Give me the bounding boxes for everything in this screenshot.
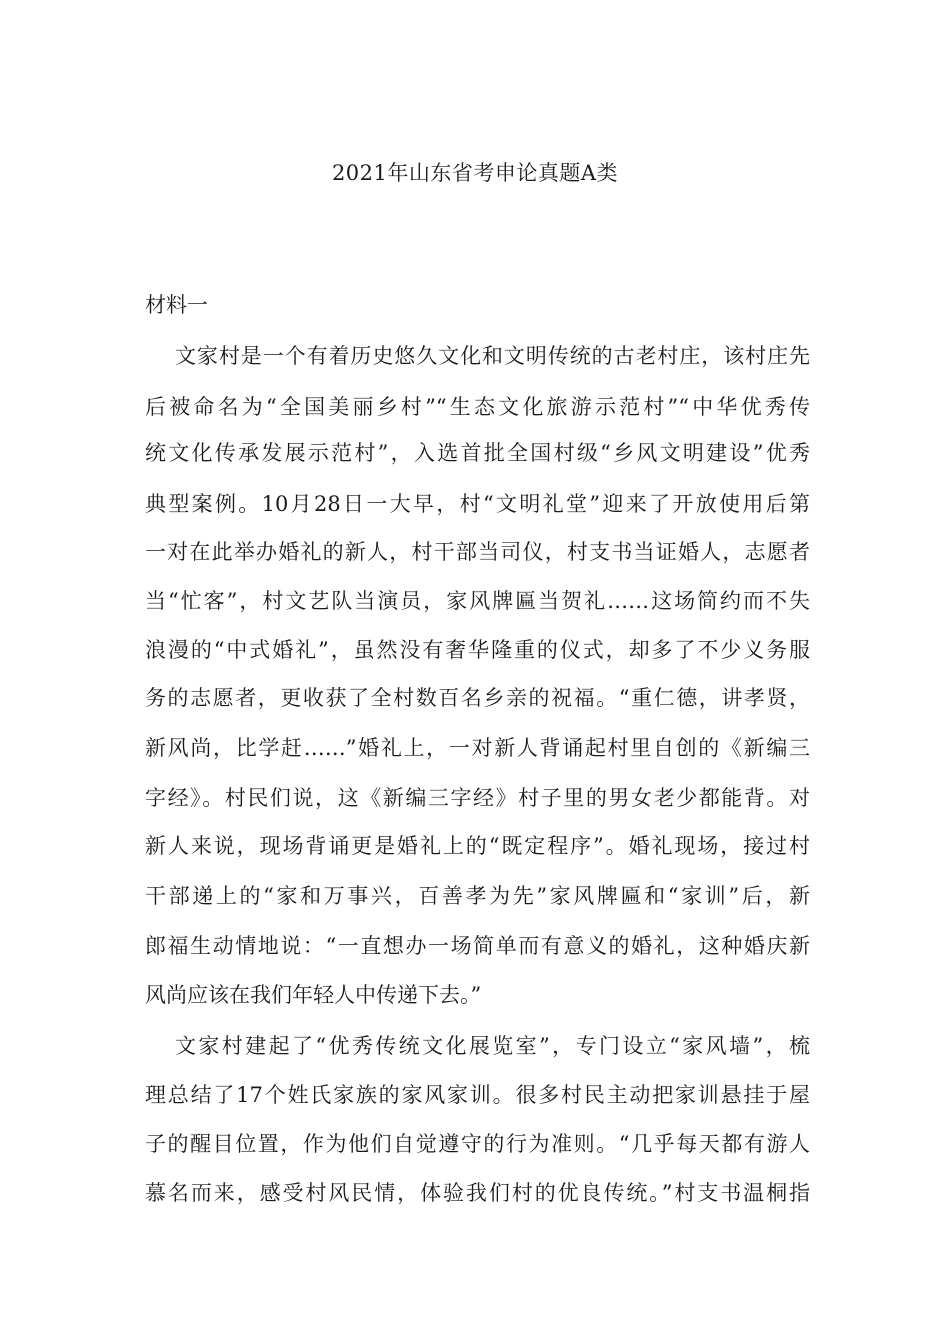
paragraph-line: 文家村建起了“优秀传统文化展览室”，专门设立“家风墙”，梳 [175,1034,810,1058]
paragraph-line: 郎福生动情地说：“一直想办一场简单而有意义的婚礼，这种婚庆新 [145,934,810,958]
paragraph-line: 干部递上的“家和万事兴，百善孝为先”家风牌匾和“家训”后，新 [145,884,810,908]
paragraph-line: 子的醒目位置，作为他们自觉遵守的行为准则。“几乎每天都有游人 [145,1132,810,1156]
paragraph-line: 慕名而来，感受村风民情，体验我们村的优良传统。”村支书温桐指 [145,1181,810,1205]
paragraph-line: 新风尚，比学赶……”婚礼上，一对新人背诵起村里自创的《新编三 [145,736,810,760]
paragraph-line: 浪漫的“中式婚礼”，虽然没有奢华隆重的仪式，却多了不少义务服 [145,638,810,662]
paragraph-line: 一对在此举办婚礼的新人，村干部当司仪，村支书当证婚人，志愿者 [145,540,810,564]
paragraph-line: 典型案例。10月28日一大早，村“文明礼堂”迎来了开放使用后第 [145,492,810,516]
paragraph-line: 文家村是一个有着历史悠久文化和文明传统的古老村庄，该村庄先 [175,344,810,368]
paragraph-line: 字经》。村民们说，这《新编三字经》村子里的男女老少都能背。对 [145,786,810,810]
document-title: 2021年山东省考申论真题A类 [331,161,619,185]
section-heading: 材料一 [145,293,208,317]
paragraph-line: 风尚应该在我们年轻人中传递下去。” [145,983,482,1007]
paragraph-line: 理总结了17个姓氏家族的家风家训。很多村民主动把家训悬挂于屋 [145,1083,810,1107]
paragraph-line: 后被命名为“全国美丽乡村”“生态文化旅游示范村”“中华优秀传 [145,395,810,419]
paragraph-line: 当“忙客”，村文艺队当演员，家风牌匾当贺礼……这场简约而不失 [145,589,810,613]
paragraph-line: 统文化传承发展示范村”，入选首批全国村级“乡风文明建设”优秀 [145,441,810,465]
paragraph-line: 务的志愿者，更收获了全村数百名乡亲的祝福。“重仁德，讲孝贤， [145,686,810,710]
paragraph-line: 新人来说，现场背诵更是婚礼上的“既定程序”。婚礼现场，接过村 [145,834,810,858]
